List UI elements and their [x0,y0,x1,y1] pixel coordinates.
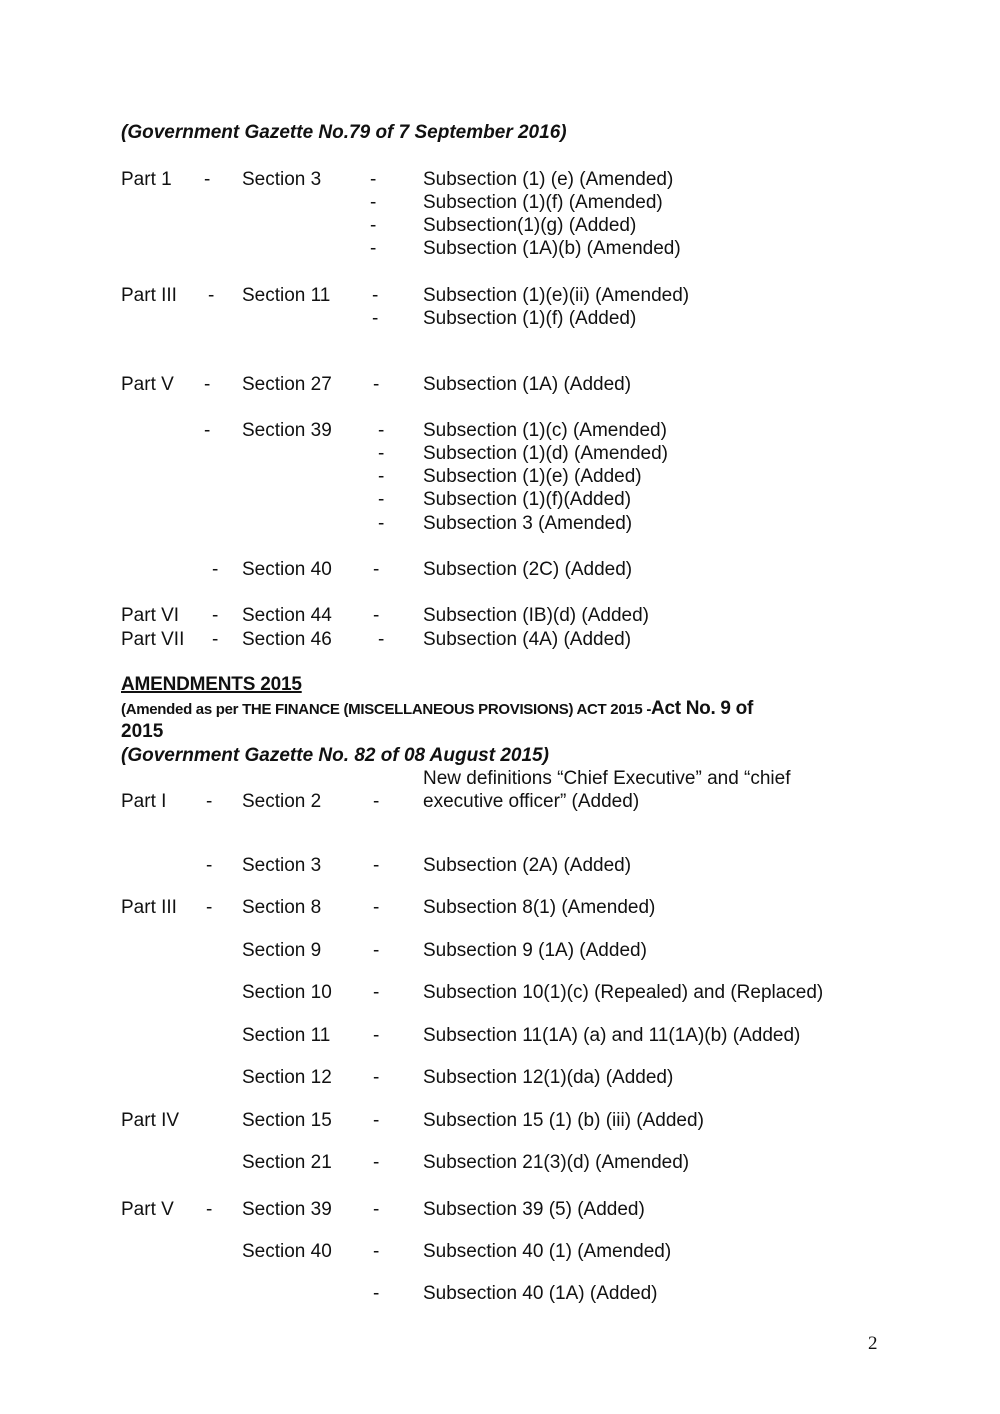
table-row [0,488,1000,511]
table-row [0,939,1000,962]
subsection-cell: executive officer” (Added) [423,791,640,812]
subsection-cell: Subsection 9 (1A) (Added) [423,940,647,961]
section-cell: Section 3 [242,169,322,190]
dash-cell: - [373,374,380,395]
table-row [0,558,1000,581]
dash-cell: - [212,559,219,580]
subsection-cell: Subsection (1) (e) (Amended) [423,169,674,190]
table-row [0,790,1000,813]
section-cell: Section 2 [242,791,322,812]
act-reference-prefix: (Amended as per THE FINANCE (MISCELLANEOUS PROVISIONS) ACT 2015 - [121,701,652,718]
dash-cell: - [373,897,380,918]
table-row [0,237,1000,260]
subsection-cell: Subsection (1)(e) (Added) [423,466,642,487]
dash-cell: - [206,1199,213,1220]
table-row [0,373,1000,396]
dash-cell: - [373,855,380,876]
section-cell: Section 8 [242,897,322,918]
dash-cell: - [372,308,379,329]
table-row [0,1282,1000,1305]
dash-cell: - [370,238,377,259]
dash-cell: - [373,1152,380,1173]
part-cell: Part V [121,374,174,395]
dash-cell: - [373,791,380,812]
dash-cell: - [373,559,380,580]
table-row [0,284,1000,307]
part-cell: Part 1 [121,169,172,190]
dash-cell: - [378,513,385,534]
dash-cell: - [204,374,211,395]
subsection-cell: Subsection 40 (1A) (Added) [423,1283,658,1304]
table-row [0,191,1000,214]
table-row [0,628,1000,651]
dash-cell: - [206,855,213,876]
subsection-cell: Subsection (IB)(d) (Added) [423,605,649,626]
dash-cell: - [373,940,380,961]
dash-cell: - [373,1110,380,1131]
dash-cell: - [206,897,213,918]
subsection-cell: Subsection (2A) (Added) [423,855,632,876]
subsection-cell: Subsection 3 (Amended) [423,513,633,534]
part-cell: Part VII [121,629,185,650]
dash-cell: - [373,982,380,1003]
subsection-cell: Subsection (2C) (Added) [423,559,633,580]
subsection-cell: Subsection (1A)(b) (Amended) [423,238,681,259]
subsection-cell: Subsection 15 (1) (b) (iii) (Added) [423,1110,704,1131]
table-row [0,307,1000,330]
table-row [0,896,1000,919]
section-cell: Section 40 [242,1241,332,1262]
dash-cell: - [373,1241,380,1262]
dash-cell: - [370,215,377,236]
section-cell: Section 15 [242,1110,332,1131]
subsection-cell: Subsection (1)(d) (Amended) [423,443,668,464]
table-row [0,1240,1000,1263]
dash-cell: - [373,1067,380,1088]
part-cell: Part IV [121,1110,180,1131]
dash-cell: - [378,466,385,487]
section-cell: Section 39 [242,1199,332,1220]
part-cell: Part VI [121,605,180,626]
dash-cell: - [372,285,379,306]
subsection-cell: Subsection (1)(e)(ii) (Amended) [423,285,690,306]
section-cell: Section 21 [242,1152,332,1173]
section-cell: Section 11 [242,285,331,306]
dash-cell: - [212,605,219,626]
section-cell: Section 10 [242,982,332,1003]
part-cell: Part I [121,791,167,812]
dash-cell: - [378,420,385,441]
dash-cell: - [373,1283,380,1304]
table-row [0,1024,1000,1047]
part-cell: Part III [121,897,177,918]
table-row [0,442,1000,465]
dash-cell: - [208,285,215,306]
subsection-cell: Subsection (1)(f) (Added) [423,308,637,329]
table-row [0,1151,1000,1174]
dash-cell: - [204,169,211,190]
section-cell: Section 40 [242,559,332,580]
subsection-cell: Subsection(1)(g) (Added) [423,215,637,236]
definitions-line-1: New definitions “Chief Executive” and “chief [423,768,791,789]
subsection-cell: Subsection (1A) (Added) [423,374,632,395]
part-cell: Part V [121,1199,174,1220]
amendments-2015-heading: AMENDMENTS 2015 [121,674,302,695]
table-row [0,465,1000,488]
dash-cell: - [378,489,385,510]
dash-cell: - [373,605,380,626]
act-reference-year: 2015 [121,721,164,742]
dash-cell: - [370,192,377,213]
subsection-cell: Subsection 11(1A) (a) and 11(1A)(b) (Added) [423,1025,801,1046]
subsection-cell: Subsection (4A) (Added) [423,629,632,650]
dash-cell: - [204,420,211,441]
table-row [0,981,1000,1004]
table-row [0,214,1000,237]
subsection-cell: Subsection 39 (5) (Added) [423,1199,645,1220]
page-number: 2 [868,1333,878,1354]
section-cell: Section 11 [242,1025,331,1046]
dash-cell: - [373,1199,380,1220]
dash-cell: - [212,629,219,650]
gazette-2016-title: (Government Gazette No.79 of 7 September 2016) [121,122,567,143]
dash-cell: - [378,443,385,464]
subsection-cell: Subsection 21(3)(d) (Amended) [423,1152,690,1173]
subsection-cell: Subsection (1)(f)(Added) [423,489,632,510]
section-cell: Section 44 [242,605,332,626]
dash-cell: - [373,1025,380,1046]
subsection-cell: Subsection 8(1) (Amended) [423,897,656,918]
subsection-cell: Subsection 12(1)(da) (Added) [423,1067,674,1088]
act-reference-line [121,698,753,721]
section-cell: Section 27 [242,374,332,395]
section-cell: Section 9 [242,940,322,961]
table-row [0,854,1000,877]
dash-cell: - [206,791,213,812]
subsection-cell: Subsection 10(1)(c) (Repealed) and (Replaced) [423,982,824,1003]
table-row [0,512,1000,535]
table-row [0,168,1000,191]
section-cell: Section 39 [242,420,332,441]
section-cell: Section 12 [242,1067,332,1088]
subsection-cell: Subsection (1)(f) (Amended) [423,192,663,213]
table-row [0,1109,1000,1132]
table-row [0,1198,1000,1221]
subsection-cell: Subsection 40 (1) (Amended) [423,1241,672,1262]
table-row [0,419,1000,442]
subsection-cell: Subsection (1)(c) (Amended) [423,420,667,441]
table-row [0,604,1000,627]
gazette-2015-title: (Government Gazette No. 82 of 08 August 2015) [121,745,549,766]
table-row [0,1066,1000,1089]
section-cell: Section 3 [242,855,322,876]
dash-cell: - [370,169,377,190]
dash-cell: - [378,629,385,650]
act-reference-suffix: Act No. 9 of [651,698,753,719]
part-cell: Part III [121,285,177,306]
section-cell: Section 46 [242,629,332,650]
